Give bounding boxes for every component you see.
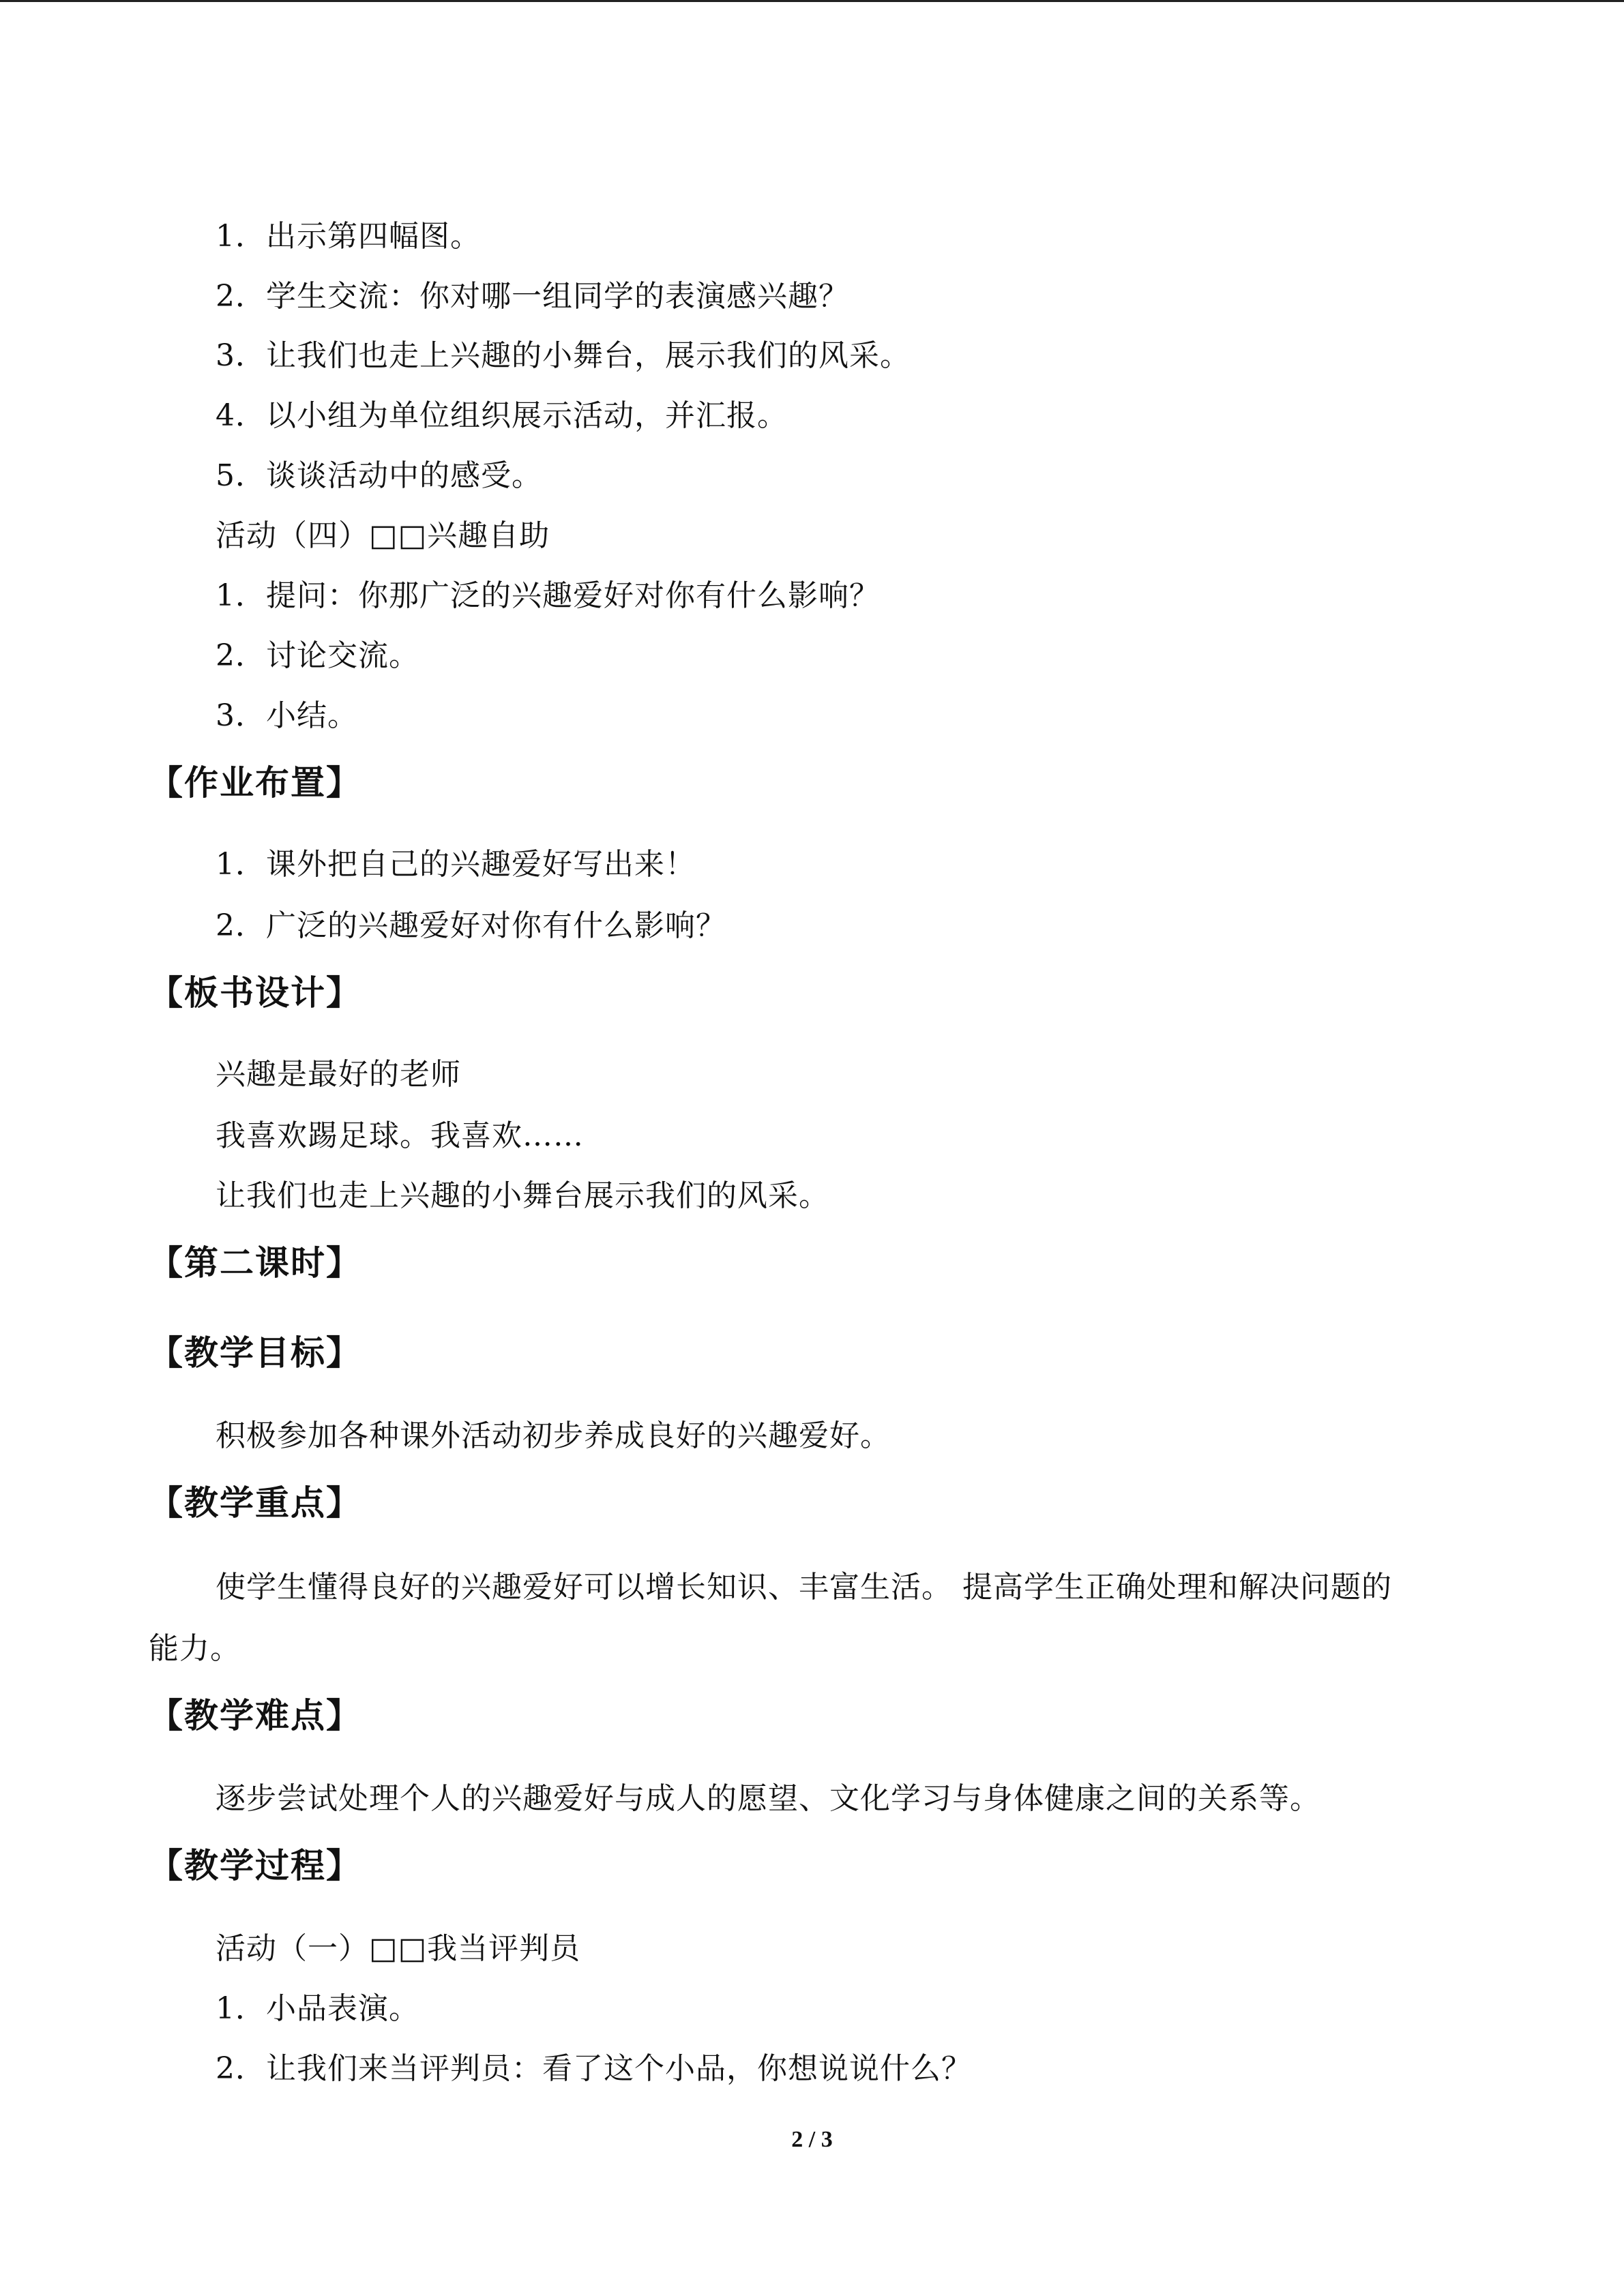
board-line: 让我们也走上兴趣的小舞台展示我们的风采。 — [216, 1178, 829, 1213]
goals-text: 积极参加各种课外活动初步养成良好的兴趣爱好。 — [216, 1418, 891, 1453]
key-points-line: 能力。 — [149, 1631, 241, 1666]
list-item: 5．谈谈活动中的感受。 — [216, 458, 542, 493]
section-heading-process: 【教学过程】 — [149, 1846, 361, 1885]
list-item: 1．课外把自己的兴趣爱好写出来！ — [216, 847, 696, 882]
list-item: 2．讨论交流。 — [216, 638, 419, 673]
list-item: 4．以小组为单位组织展示活动，并汇报。 — [216, 398, 788, 433]
list-item: 3．让我们也走上兴趣的小舞台，展示我们的风采。 — [216, 338, 911, 373]
list-item: 1．出示第四幅图。 — [216, 219, 481, 254]
list-item: 1．小品表演。 — [216, 1991, 419, 2026]
board-line: 我喜欢踢足球。我喜欢…… — [216, 1118, 584, 1153]
activity-title: 活动（四）□□兴趣自助 — [216, 518, 550, 553]
section-heading-difficulties: 【教学难点】 — [149, 1696, 361, 1735]
section-heading-key-points: 【教学重点】 — [149, 1483, 361, 1523]
top-border — [0, 0, 1624, 2]
section-heading-goals: 【教学目标】 — [149, 1333, 361, 1373]
board-line: 兴趣是最好的老师 — [216, 1057, 461, 1092]
section-heading-homework: 【作业布置】 — [149, 763, 361, 803]
list-item: 1．提问：你那广泛的兴趣爱好对你有什么影响？ — [216, 578, 880, 613]
list-item: 2．让我们来当评判员：看了这个小品，你想说说什么？ — [216, 2051, 972, 2086]
page-number: 2 / 3 — [791, 2127, 833, 2152]
list-item: 2．学生交流：你对哪一组同学的表演感兴趣？ — [216, 279, 849, 314]
section-heading-board: 【板书设计】 — [149, 973, 361, 1013]
section-heading-lesson2: 【第二课时】 — [149, 1243, 361, 1283]
list-item: 3．小结。 — [216, 698, 358, 733]
activity-title: 活动（一）□□我当评判员 — [216, 1931, 581, 1966]
difficulties-text: 逐步尝试处理个人的兴趣爱好与成人的愿望、文化学习与身体健康之间的关系等。 — [216, 1781, 1320, 1816]
key-points-line: 使学生懂得良好的兴趣爱好可以增长知识、丰富生活。 提高学生正确处理和解决问题的 — [216, 1570, 1392, 1605]
list-item: 2．广泛的兴趣爱好对你有什么影响？ — [216, 908, 726, 943]
